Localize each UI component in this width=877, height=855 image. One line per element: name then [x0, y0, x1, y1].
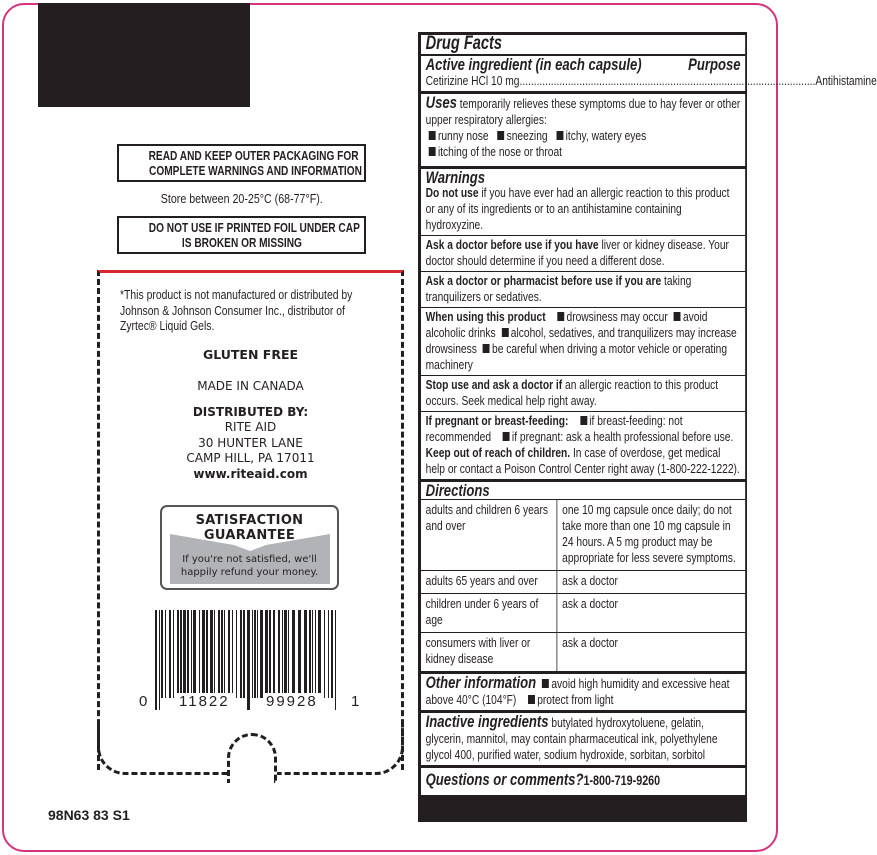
barcode-bar — [335, 610, 336, 710]
questions-phone: 1-800-719-9260 — [583, 772, 661, 788]
directions-row — [421, 594, 745, 633]
uses-item: itchy, watery eyes — [565, 128, 647, 143]
gluten-free: GLUTEN FREE — [202, 347, 299, 362]
barcode-bar — [309, 610, 311, 698]
barcode-bar — [265, 610, 268, 698]
stop-use-label: Stop use and ask a doctor if — [425, 377, 563, 392]
other-information-section — [421, 674, 745, 710]
questions-section — [421, 768, 745, 795]
notice-line: COMPLETE WARNINGS AND INFORMATION — [149, 163, 362, 178]
barcode-bar — [228, 610, 230, 698]
barcode-bar — [210, 610, 213, 698]
warnings-section — [421, 169, 745, 479]
facts-header: Drug Facts Active ingredient (in each capsule) Purpose Cetirizine HCl 10 mg ........................................................................................................ Antihistamine — [421, 35, 745, 91]
barcode-bar — [324, 610, 325, 698]
uses-item: runny nose — [437, 128, 489, 143]
when-using-item: avoid alcoholic drinks — [425, 309, 708, 340]
guarantee-text: If you're not satisfied, we'll — [182, 554, 317, 565]
barcode-bar — [315, 610, 316, 698]
barcode-bar — [243, 610, 245, 698]
barcode-bar — [254, 610, 256, 698]
ask-doctor-label: Ask a doctor before use if you have — [425, 237, 599, 252]
facts-title: Drug Facts — [425, 33, 503, 54]
barcode-digit: 0 — [139, 693, 148, 710]
barcode-bar — [155, 610, 157, 710]
coupon-notch — [227, 733, 277, 783]
uses-text: temporarily relieves these symptoms due to hay fever or other upper respiratory allergies: — [425, 96, 741, 127]
barcode-bar — [187, 610, 189, 698]
barcode-digit: 11822 — [176, 693, 233, 710]
barcode-bar — [214, 610, 215, 698]
website-link[interactable]: www.riteaid.com — [193, 467, 308, 481]
directions-table — [421, 499, 745, 671]
active-ingredient-heading: Active ingredient (in each capsule) — [425, 55, 642, 74]
when-using-label: When using this product — [425, 309, 546, 324]
purpose-heading: Purpose — [688, 55, 741, 74]
barcode-bar — [206, 610, 208, 698]
disclaimer: *This product is not manufactured or distributed by Johnson & Johnson Consumer Inc., distributor of Zyrtec® Liquid Gels. — [120, 287, 353, 333]
barcode-bar — [284, 610, 287, 698]
barcode-bar — [177, 610, 179, 698]
directions-who: consumers with liver or kidney disease — [421, 633, 557, 672]
product-code: 98N63 83 S1 — [48, 807, 130, 823]
barcode-bar — [161, 610, 163, 698]
ask-doctor-text: liver or kidney disease. Your doctor should determine if you need a different dose. — [425, 237, 729, 268]
barcode-bar — [288, 610, 289, 698]
barcode-bar — [331, 610, 333, 698]
pregnant-item: if pregnant: ask a health professional before use. — [511, 429, 734, 444]
distributed-by: DISTRIBUTED BY: — [192, 405, 309, 419]
do-not-use-label: Do not use — [425, 185, 479, 200]
barcode-bar — [193, 610, 196, 698]
uses-heading: Uses — [425, 93, 457, 112]
other-item: protect from light — [537, 692, 614, 707]
barcode-bar — [180, 610, 182, 698]
barcode-bar — [269, 610, 271, 698]
storage-line: Store between 20-25°C (68-77°F). — [160, 191, 323, 206]
directions-row — [421, 571, 745, 594]
when-using-item: alcohol, sedatives, and tranquilizers may increase drowsiness — [425, 325, 737, 356]
pregnant-item: if breast-feeding: not recommended — [425, 413, 683, 444]
directions-dose: one 10 mg capsule once daily; do not take more than one 10 mg capsule in 24 hours. A 5 mg product may be appropriate for less severe symptoms. — [557, 500, 745, 571]
directions-dose: ask a doctor — [557, 594, 745, 633]
redacted-block — [38, 3, 250, 107]
do-not-use-text: if you have ever had an allergic reaction to this product or any of its ingredients or to an antihistamine containing hydroxyzine. — [425, 185, 730, 232]
uses-section — [421, 94, 745, 166]
address-line: 30 HUNTER LANE — [198, 435, 303, 450]
directions-row — [421, 500, 745, 571]
barcode-bar — [173, 610, 174, 698]
barcode-bar — [240, 610, 242, 698]
keep-packaging-notice — [117, 144, 366, 182]
uses-item: sneezing — [506, 128, 548, 143]
guarantee-title: GUARANTEE — [203, 528, 296, 543]
guarantee-title: SATISFACTION — [195, 513, 304, 528]
barcode-bar — [236, 610, 237, 698]
barcode-bar — [202, 610, 205, 698]
when-using-item: be careful when driving a motor vehicle or operating machinery — [425, 341, 728, 372]
barcode-bar — [224, 610, 225, 698]
barcode-bar — [278, 610, 280, 698]
purpose: Antihistamine — [815, 73, 877, 88]
barcode-digit: 1 — [351, 693, 360, 710]
foil-notice — [117, 216, 366, 254]
barcode-bar — [183, 610, 186, 698]
satisfaction-guarantee-badge — [160, 505, 339, 590]
guarantee-text: happily refund your money. — [180, 567, 319, 578]
notice-line: IS BROKEN OR MISSING — [181, 235, 302, 250]
barcode-bar — [169, 610, 171, 698]
address — [100, 420, 401, 467]
barcode-bar — [191, 610, 192, 698]
stop-use-text: an allergic reaction to this product occurs. Seek medical help right away. — [425, 377, 719, 408]
pregnant-label: If pregnant or breast-feeding: — [425, 413, 569, 428]
directions-who: adults and children 6 years and over — [421, 500, 557, 571]
keep-out-text: In case of overdose, get medical help or contact a Poison Control Center right away (1-800-222-1222). — [425, 445, 740, 476]
barcode-bar — [257, 610, 258, 698]
other-information-heading: Other information — [425, 673, 537, 692]
directions-row — [421, 633, 745, 672]
barcode-bar — [232, 610, 233, 698]
directions-dose: ask a doctor — [557, 571, 745, 594]
directions-section — [421, 482, 745, 671]
when-using-item: drowsiness may occur — [566, 309, 668, 324]
barcode-bar — [221, 610, 223, 698]
barcode-bar — [292, 610, 295, 698]
barcode-bar — [282, 610, 283, 698]
barcode-bar — [252, 610, 253, 698]
barcode-bar — [298, 610, 301, 698]
barcode-bar — [199, 610, 200, 698]
barcode-bar — [218, 610, 220, 698]
storage-text — [117, 191, 366, 206]
keep-out-label: Keep out of reach of children. — [425, 445, 571, 460]
barcode-bar — [318, 610, 321, 698]
notice-line: READ AND KEEP OUTER PACKAGING FOR — [148, 148, 359, 163]
inactive-ingredients-text: butylated hydroxytoluene, gelatin, glycerin, mannitol, may contain pharmaceutical ink, polyethylene glycol 400, purified water, sodium hydroxide, sorbitan, sorbitol — [425, 715, 718, 762]
address-line: CAMP HILL, PA 17011 — [186, 451, 315, 465]
ingredient: Cetirizine HCl 10 mg — [425, 73, 520, 88]
barcode-bar — [159, 610, 160, 710]
warnings-heading: Warnings — [425, 168, 486, 187]
made-in: MADE IN CANADA — [197, 379, 304, 393]
other-item: avoid high humidity and excessive heat above 40°C (104°F) — [425, 676, 730, 707]
notice-line: DO NOT USE IF PRINTED FOIL UNDER CAP — [148, 220, 360, 235]
ask-pharmacist-label: Ask a doctor or pharmacist before use if you are — [425, 273, 662, 288]
directions-dose: ask a doctor — [557, 633, 745, 672]
barcode-bar — [165, 610, 166, 698]
barcode-bar — [312, 610, 313, 698]
uses-item: itching of the nose or throat — [437, 144, 563, 159]
address-line: RITE AID — [224, 420, 277, 434]
barcode-bar — [304, 610, 307, 698]
ask-pharmacist-text: taking tranquilizers or sedatives. — [425, 273, 692, 304]
barcode-digit: 99928 — [263, 693, 321, 710]
barcode-bar — [328, 610, 329, 698]
inactive-ingredients-section — [421, 713, 745, 765]
drug-facts-panel — [418, 32, 877, 822]
directions-who: adults 65 years and over — [421, 571, 557, 594]
barcode-bar — [273, 610, 275, 698]
directions-heading: Directions — [425, 481, 490, 500]
inactive-ingredients-heading: Inactive ingredients — [425, 712, 549, 731]
directions-who: children under 6 years of age — [421, 594, 557, 633]
barcode-bar — [260, 610, 263, 698]
questions-heading: Questions or comments? — [425, 770, 584, 789]
barcode-bar — [247, 610, 250, 710]
